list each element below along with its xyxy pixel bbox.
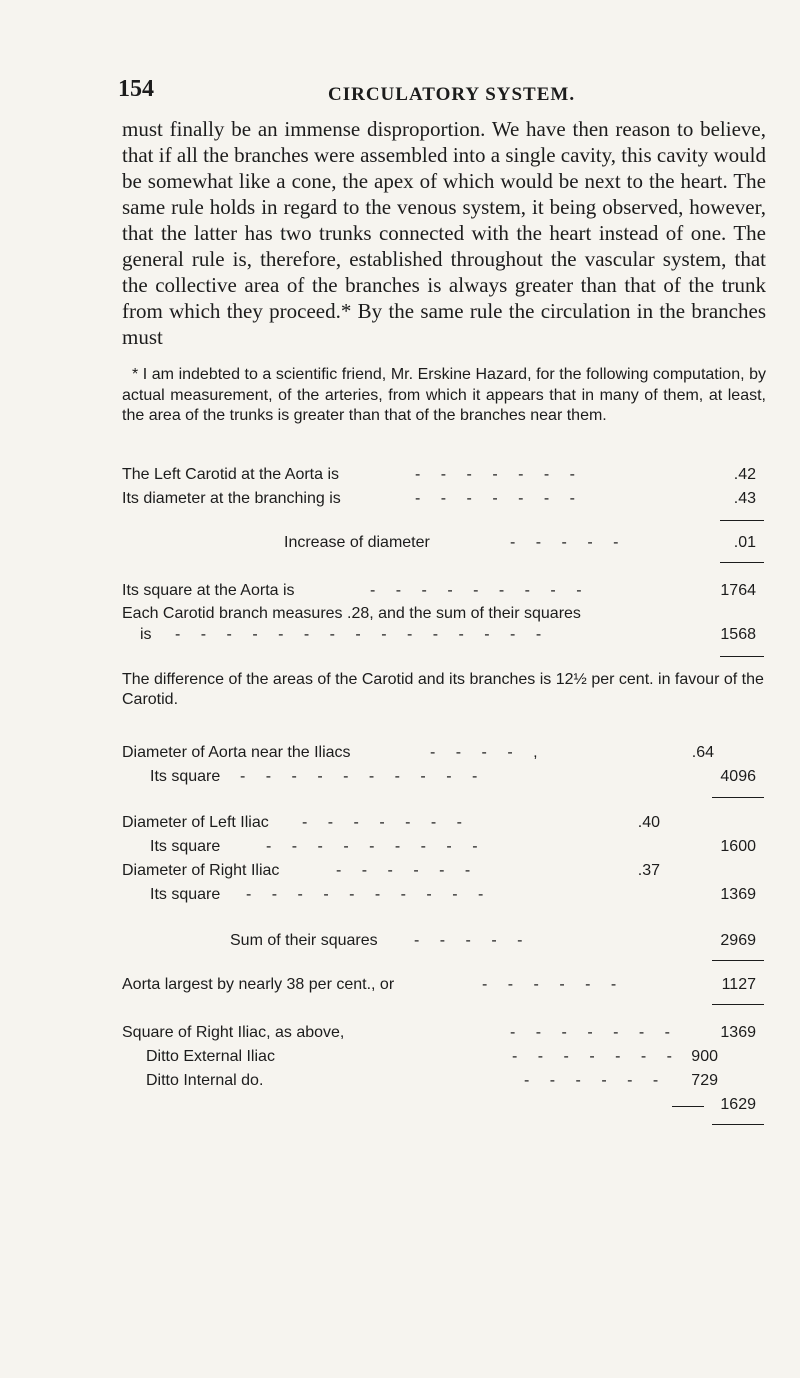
leader-dots: - - - - - - — [524, 1072, 667, 1089]
sum-rule — [712, 1004, 764, 1005]
sum-rule — [720, 562, 764, 563]
leader-dots: - - - - - - — [336, 862, 479, 879]
sum-rule — [712, 1124, 764, 1125]
leader-dots: - - - - - - - — [512, 1048, 680, 1065]
row-value: 900 — [691, 1048, 718, 1065]
row-value: .37 — [637, 862, 660, 879]
row-label: Increase of diameter — [284, 534, 430, 551]
leader-dots: - - - - , — [430, 744, 546, 761]
row-label: Its square at the Aorta is — [122, 582, 295, 599]
footnote — [122, 365, 766, 427]
page-header — [118, 76, 758, 106]
row-value: 1568 — [720, 626, 756, 643]
row-label: Ditto Internal do. — [146, 1072, 264, 1089]
row-label: Its square — [150, 886, 221, 903]
leader-dots: - - - - - - - - - — [266, 838, 486, 855]
sum-rule — [712, 797, 764, 798]
row-label: Its square — [150, 838, 221, 855]
row-label-cont: is — [140, 626, 152, 643]
row-label: Aorta largest by nearly 38 per cent., or — [122, 976, 395, 993]
body-text: must finally be an immense disproportion. We have then reason to believe, that if all the branches were assembled into a single cavity, this cavity would be somewhat like a cone, the apex of which would be next to the heart. The same rule holds in regard to the venous system, it being observed, however, that the latter has two trunks connected with the heart instead of one. The general rule is, therefore, established throughout the vascular system, that the collective area of the branches is always greater than that of the trunk from which they proceed.* By the same rule the circulation in the branches must — [122, 117, 766, 349]
main-paragraph — [122, 116, 766, 350]
sum-rule — [672, 1106, 704, 1107]
page-number: 154 — [118, 76, 154, 102]
row-value: .64 — [691, 744, 714, 761]
sum-rule — [720, 520, 764, 521]
row-label: Diameter of Aorta near the Iliacs — [122, 744, 351, 761]
leader-dots: - - - - - - - — [415, 466, 583, 483]
carotid-conclusion: The difference of the areas of the Carotid and its branches is 12½ per cent. in favour of the Carotid. — [122, 671, 764, 708]
leader-dots: - - - - - - - — [302, 814, 470, 831]
leader-dots: - - - - - - - - - - — [240, 768, 486, 785]
leader-dots: - - - - - - — [482, 976, 625, 993]
row-value: 1127 — [721, 976, 756, 993]
running-title: CIRCULATORY SYSTEM. — [328, 84, 576, 105]
leader-dots: - - - - - — [414, 932, 531, 949]
footnote-text: * I am indebted to a scientific friend, Mr. Erskine Hazard, for the following computation, by actual measurement, of the arteries, from which it appears that in many of them, at least, the area of the trunks is greater than that of the branches near them. — [122, 366, 766, 424]
leader-dots: - - - - - — [510, 534, 627, 551]
leader-dots: - - - - - - - — [415, 490, 583, 507]
row-label: Ditto External Iliac — [146, 1048, 275, 1065]
leader-dots: - - - - - - - - - - - - - - - — [175, 626, 550, 643]
row-label: Diameter of Right Iliac — [122, 862, 280, 879]
row-value: .43 — [733, 490, 756, 507]
row-label: Sum of their squares — [230, 932, 378, 949]
row-value: .40 — [637, 814, 660, 831]
row-label: Its square — [150, 768, 221, 785]
row-value: 2969 — [720, 932, 756, 949]
row-value: 1764 — [720, 582, 756, 599]
row-value: .01 — [733, 534, 756, 551]
row-label: The Left Carotid at the Aorta is — [122, 466, 340, 483]
row-value: 4096 — [720, 768, 756, 785]
row-value: 729 — [691, 1072, 718, 1089]
leader-dots: - - - - - - - - - - — [246, 886, 492, 903]
row-label: Diameter of Left Iliac — [122, 814, 269, 831]
row-label: Each Carotid branch measures .28, and the sum of their squares — [122, 605, 581, 622]
row-value: 1629 — [720, 1096, 756, 1113]
row-label: Its diameter at the branching is — [122, 490, 341, 507]
sum-rule — [720, 656, 764, 657]
row-value: 1369 — [720, 886, 756, 903]
sum-rule — [712, 960, 764, 961]
row-value: 1600 — [720, 838, 756, 855]
leader-dots: - - - - - - - - - — [370, 582, 590, 599]
leader-dots: - - - - - - - — [510, 1024, 678, 1041]
row-value: .42 — [733, 466, 756, 483]
row-label: Square of Right Iliac, as above, — [122, 1024, 345, 1041]
row-value: 1369 — [720, 1024, 756, 1041]
